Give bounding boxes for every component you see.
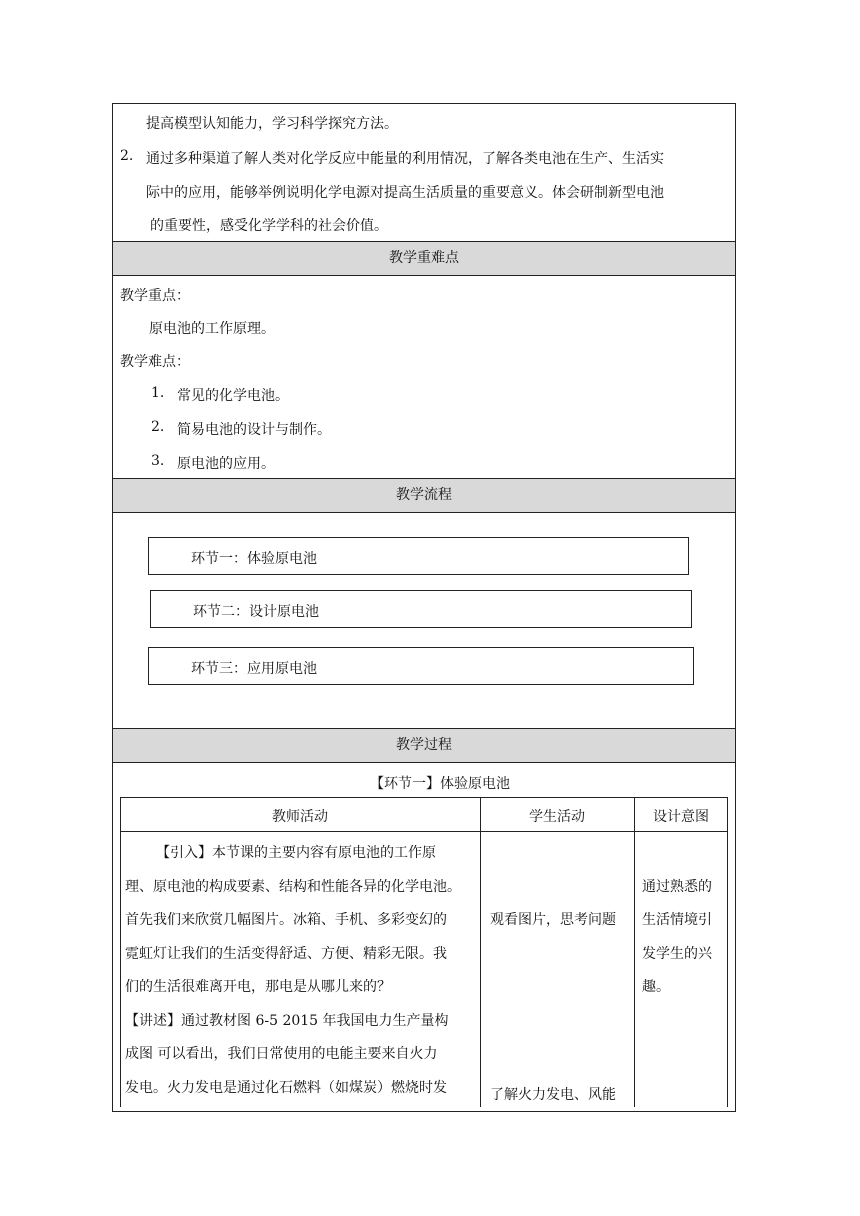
- design-intent-line: 趣。: [642, 979, 670, 995]
- key-points-header: [113, 241, 735, 276]
- difficulty-item: 常见的化学电池。: [177, 388, 289, 404]
- flow-step-label: 环节三：应用原电池: [191, 661, 317, 677]
- difficulty-number: 3.: [151, 453, 165, 469]
- design-intent-line: 通过熟悉的: [642, 879, 712, 895]
- column-header-intent: 设计意图: [653, 809, 709, 825]
- section-header-label: 教学流程: [396, 487, 452, 503]
- teacher-activity-line: 成图 可以看出，我们日常使用的电能主要来自火力: [125, 1046, 438, 1062]
- difficulty-item: 原电池的应用。: [177, 456, 275, 472]
- student-activity-line: 观看图片，思考问题: [490, 912, 616, 928]
- teacher-activity-line: 【讲述】通过教材图 6-5 2015 年我国电力生产量构: [125, 1013, 449, 1029]
- focus-label: 教学重点：: [120, 288, 190, 304]
- objective-line: 提高模型认知能力，学习科学探究方法。: [146, 116, 398, 132]
- section-header-label: 教学重难点: [389, 250, 459, 266]
- process-header: [113, 728, 735, 763]
- flow-step-box: [148, 647, 694, 685]
- column-divider: [480, 797, 481, 1107]
- difficulty-number: 2.: [151, 419, 165, 435]
- section-header-label: 教学过程: [396, 737, 452, 753]
- teacher-activity-line: 首先我们来欣赏几幅图片。冰箱、手机、多彩变幻的: [125, 912, 447, 928]
- column-header-student: 学生活动: [529, 809, 585, 825]
- focus-item: 原电池的工作原理。: [149, 321, 275, 337]
- teacher-activity-line: 们的生活很难离开电，那电是从哪儿来的？: [125, 979, 391, 995]
- flow-step-label: 环节二：设计原电池: [193, 604, 319, 620]
- objective-text: 的重要性，感受化学学科的社会价值。: [150, 218, 388, 234]
- teacher-activity-line: 理、原电池的构成要素、结构和性能各异的化学电池。: [125, 879, 461, 895]
- objective-item-number: 2.: [120, 148, 134, 164]
- column-divider: [634, 797, 635, 1107]
- design-intent-line: 生活情境引: [642, 912, 712, 928]
- teacher-activity-line: 霓虹灯让我们的生活变得舒适、方便、精彩无限。我: [125, 946, 447, 962]
- flow-header: [113, 478, 735, 513]
- student-activity-line: 了解火力发电、风能: [490, 1087, 616, 1103]
- flow-step-box: [148, 537, 689, 575]
- teacher-activity-line: 发电。火力发电是通过化石燃料（如煤炭）燃烧时发: [125, 1080, 447, 1096]
- section-title: 【环节一】体验原电池: [370, 776, 510, 792]
- objective-text: 通过多种渠道了解人类对化学反应中能量的利用情况，了解各类电池在生产、生活实: [146, 151, 664, 167]
- flow-step-label: 环节一：体验原电池: [191, 551, 317, 567]
- design-intent-line: 发学生的兴: [642, 946, 712, 962]
- teacher-activity-line: 【引入】本节课的主要内容有原电池的工作原: [156, 845, 436, 861]
- column-header-teacher: 教师活动: [272, 809, 328, 825]
- difficulty-item: 简易电池的设计与制作。: [177, 422, 331, 438]
- header-divider: [120, 831, 728, 832]
- flow-step-box: [150, 590, 692, 628]
- objective-text: 际中的应用，能够举例说明化学电源对提高生活质量的重要意义。体会研制新型电池: [146, 185, 664, 201]
- difficulty-number: 1.: [151, 385, 165, 401]
- difficulty-label: 教学难点：: [120, 354, 190, 370]
